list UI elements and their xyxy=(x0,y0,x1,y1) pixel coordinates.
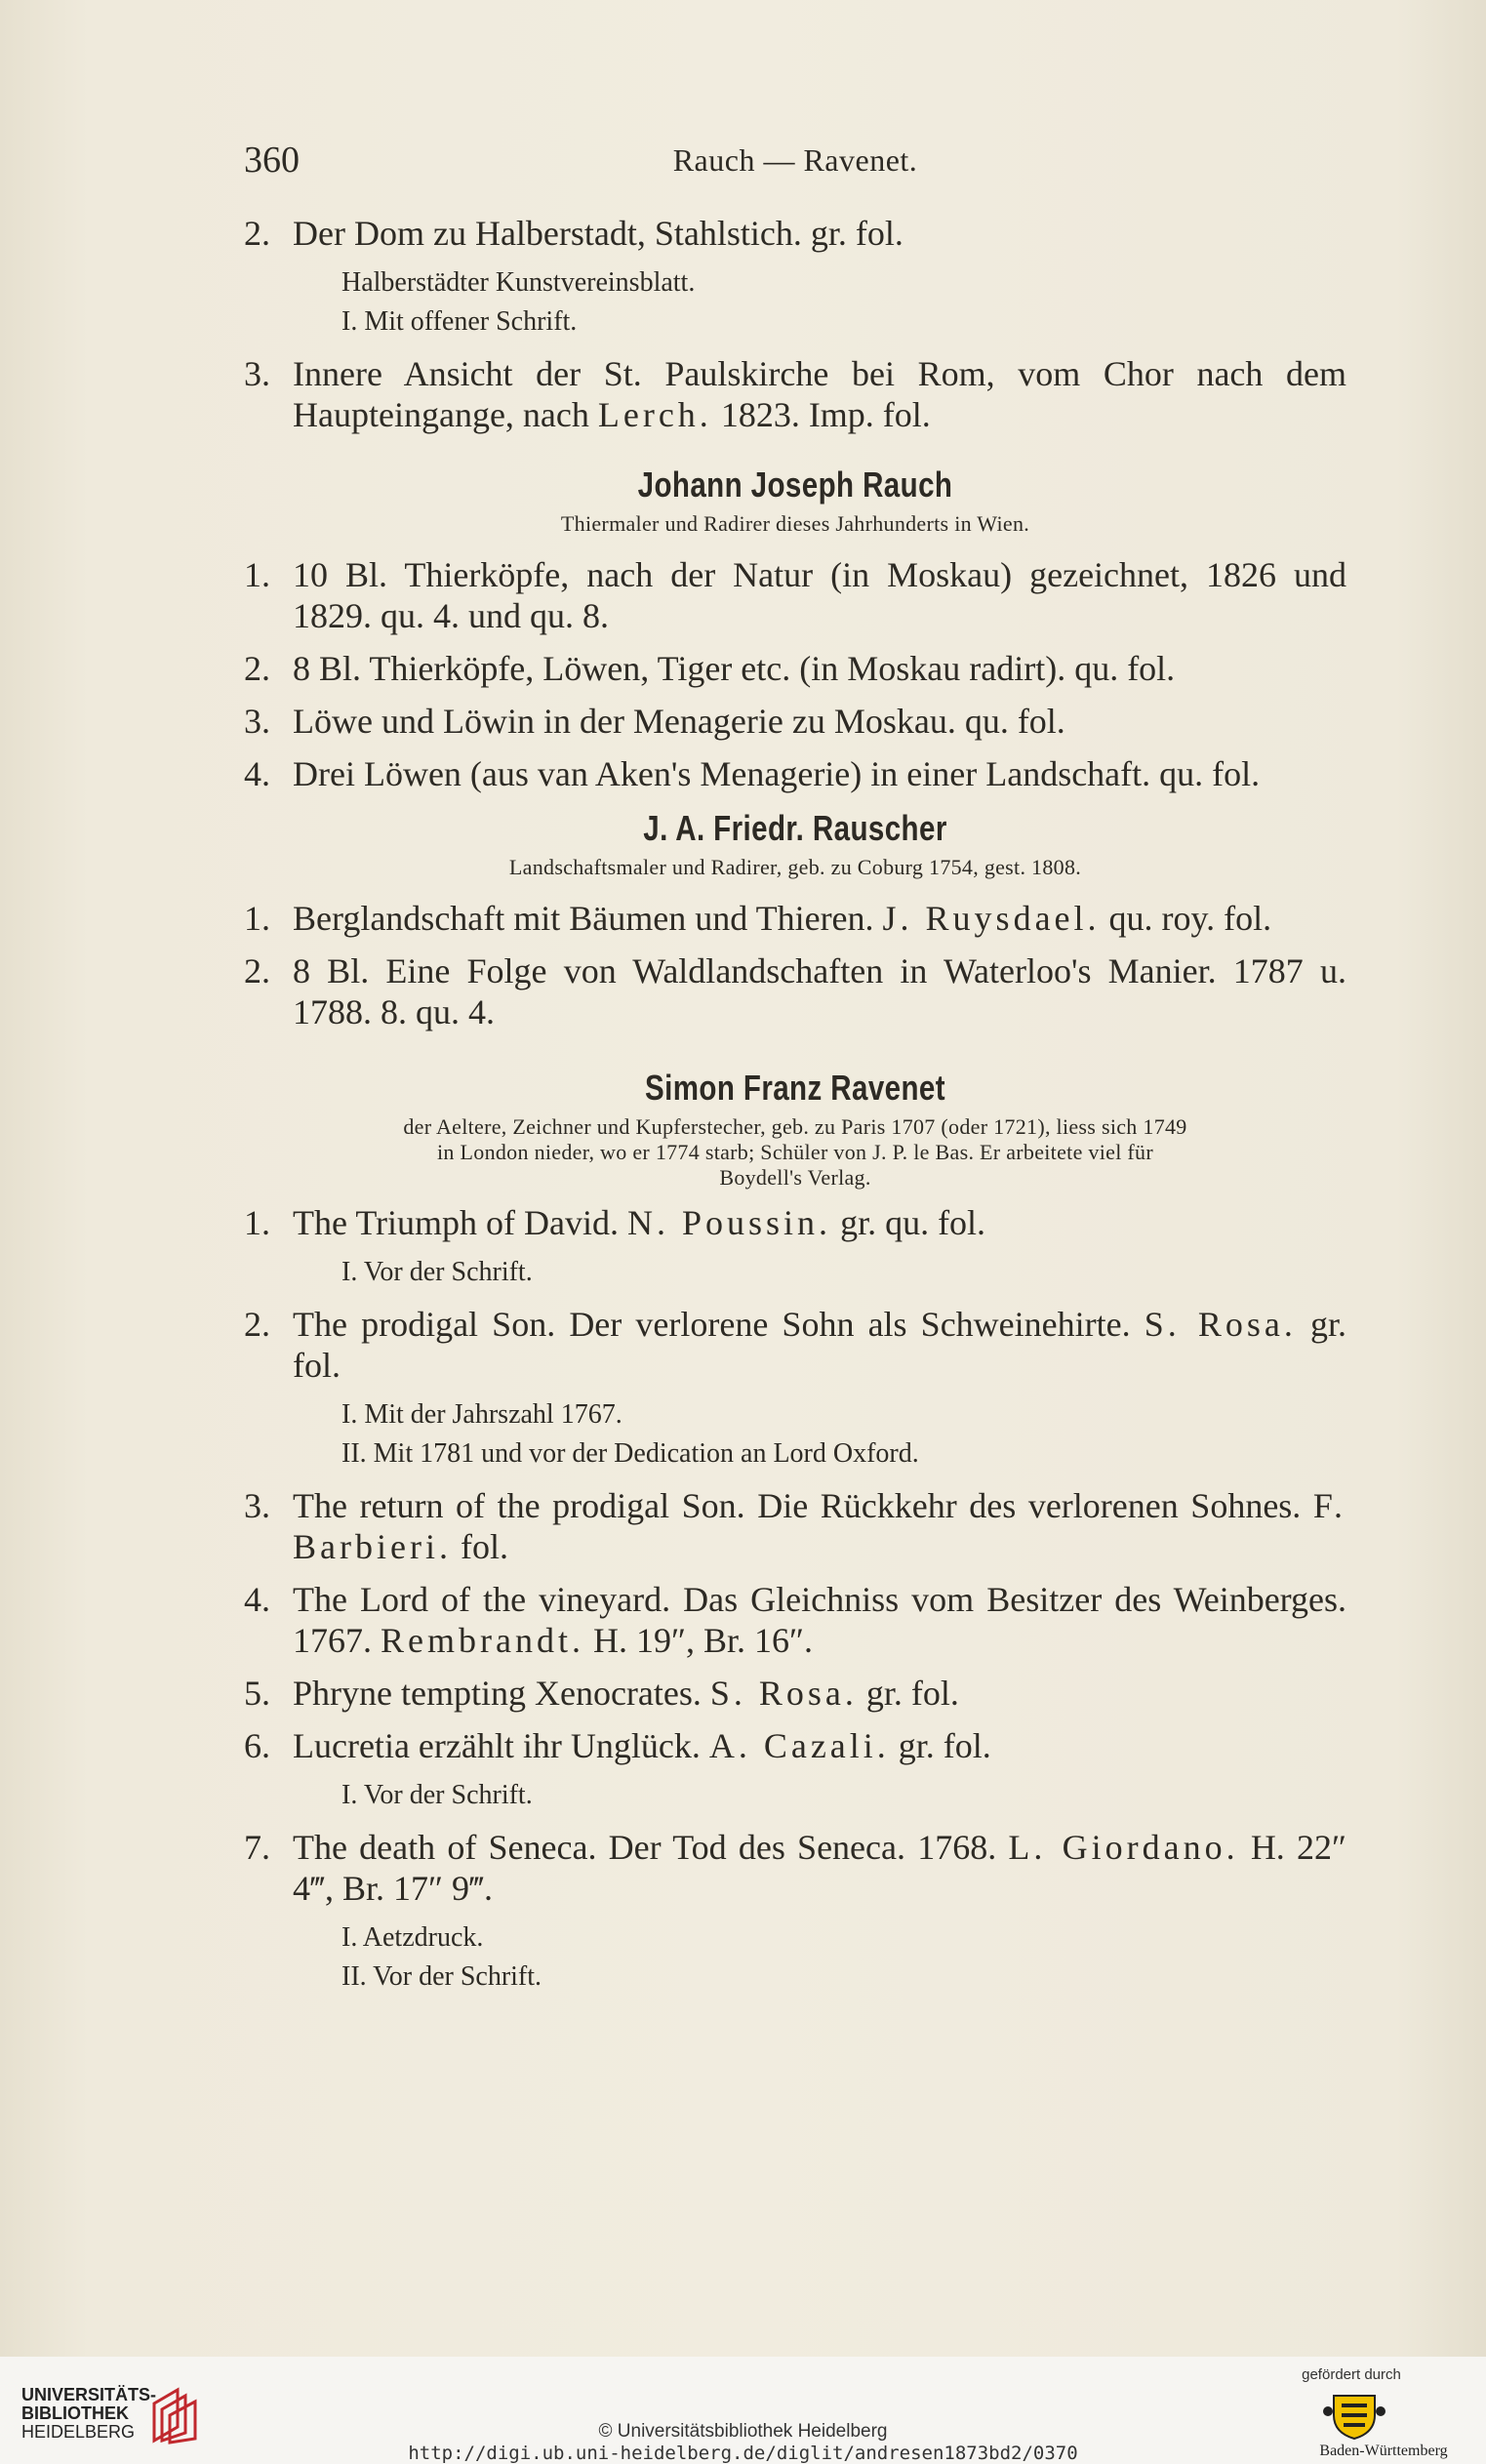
entry-number: 4. xyxy=(244,1580,270,1619)
entry xyxy=(244,1725,1346,1766)
entry-format: qu. roy. fol. xyxy=(1108,899,1272,938)
entry-number: 2. xyxy=(244,951,270,990)
entry-number: 3. xyxy=(244,354,270,393)
entry xyxy=(244,1827,1346,1909)
entry-format: gr. fol. xyxy=(293,1305,1347,1385)
artist-heading: Simon Franz Ravenet xyxy=(645,1068,945,1108)
running-title: Rauch — Ravenet. xyxy=(672,142,918,178)
entry-text: The Lord of the vineyard. Das Gleichniss vom Besitzer des Weinberges. 1767. xyxy=(293,1580,1346,1660)
artist-description xyxy=(244,1114,1346,1191)
entry-text: 10 Bl. Thierköpfe, nach der Natur (in Moskau) gezeichnet, 1826 und 1829. qu. 4. und qu. 8. xyxy=(293,555,1346,635)
entry-text: The Triumph of David. xyxy=(293,1203,620,1242)
entry-text: 8 Bl. Thierköpfe, Löwen, Tiger etc. (in Moskau radirt). qu. fol. xyxy=(293,649,1176,688)
artist-description: Thiermaler und Radirer dieses Jahrhunderts in Wien. xyxy=(560,511,1030,536)
state-note: I. Mit der Jahrszahl 1767. xyxy=(341,1399,623,1430)
entry-text: Berglandschaft mit Bäumen und Thieren. xyxy=(293,899,874,938)
entry-text: 8 Bl. Eine Folge von Waldlandschaften in Waterloo's Manier. 1787 u. 1788. 8. qu. 4. xyxy=(293,951,1346,1031)
entry-number: 2. xyxy=(244,1305,270,1344)
entry-text: The prodigal Son. Der verlorene Sohn als Schweinehirte. xyxy=(293,1305,1131,1344)
description-line: Boydell's Verlag. xyxy=(719,1165,871,1190)
entry xyxy=(244,701,1346,742)
copyright-notice: © Universitätsbibliothek Heidelberg xyxy=(598,2421,888,2442)
entry-text: The return of the prodigal Son. Die Rückkehr des verlorenen Sohnes. xyxy=(293,1486,1302,1525)
entry xyxy=(244,1485,1346,1567)
state-note: Halberstädter Kunstvereinsblatt. xyxy=(341,267,696,298)
entry-number: 1. xyxy=(244,899,270,938)
entry-artist: F. Barbieri. xyxy=(293,1486,1347,1566)
entry-text: Drei Löwen (aus van Aken's Menagerie) in einer Landschaft. qu. fol. xyxy=(293,754,1261,793)
library-name-line: UNIVERSITÄTS- xyxy=(21,2385,157,2404)
state-note: II. Vor der Schrift. xyxy=(341,1961,542,1992)
entry-format: gr. qu. fol. xyxy=(840,1203,986,1242)
entry-artist: Rembrandt. xyxy=(381,1621,584,1660)
state-name: Baden-Württemberg xyxy=(1319,2443,1448,2459)
entry-format: H. 19″, Br. 16″. xyxy=(592,1621,813,1660)
entry-number: 3. xyxy=(244,702,270,741)
entry xyxy=(244,1304,1346,1386)
entry-number: 5. xyxy=(244,1674,270,1713)
entry xyxy=(244,950,1346,1032)
entry-format: gr. fol. xyxy=(865,1674,959,1713)
entry-artist: N. Poussin. xyxy=(627,1203,832,1242)
state-note: I. Mit offener Schrift. xyxy=(341,306,578,337)
entry xyxy=(244,554,1346,636)
description-line: in London nieder, wo er 1774 starb; Schüler von J. P. le Bas. Er arbeitete viel für xyxy=(437,1140,1153,1164)
entry-artist: A. Cazali. xyxy=(708,1726,890,1765)
description-line: der Aeltere, Zeichner und Kupferstecher, geb. zu Paris 1707 (oder 1721), liess sich 1749 xyxy=(403,1114,1187,1139)
entry-text: Phryne tempting Xenocrates. xyxy=(293,1674,702,1713)
entry-number: 1. xyxy=(244,1203,270,1242)
artist-description: Landschaftsmaler und Radirer, geb. zu Coburg 1754, gest. 1808. xyxy=(508,855,1082,879)
page-content xyxy=(244,213,1346,1999)
coat-of-arms-icon xyxy=(1320,2390,1388,2441)
state-note: I. Aetzdruck. xyxy=(341,1922,484,1953)
funded-by-label: gefördert durch xyxy=(1302,2366,1401,2383)
running-header xyxy=(0,139,1486,187)
entry xyxy=(244,213,1346,254)
entry-artist: J. Ruysdael. xyxy=(882,899,1101,938)
permalink[interactable]: http://digi.ub.uni-heidelberg.de/diglit/andresen1873bd2/0370 xyxy=(408,2443,1078,2464)
state-note: I. Vor der Schrift. xyxy=(341,1257,533,1287)
entry-text: Innere Ansicht der St. Paulskirche bei Rom, vom Chor nach dem Haupteingange, nach xyxy=(293,354,1346,434)
state-note: II. Mit 1781 und vor der Dedication an Lord Oxford. xyxy=(341,1438,919,1469)
library-name-line: HEIDELBERG xyxy=(21,2422,136,2442)
artist-heading: Johann Joseph Rauch xyxy=(637,465,953,505)
entry xyxy=(244,753,1346,794)
entry-text: Löwe und Löwin in der Menagerie zu Moskau. qu. fol. xyxy=(293,702,1065,741)
state-note: I. Vor der Schrift. xyxy=(341,1780,533,1810)
entry-artist: Lerch. xyxy=(597,395,712,434)
entry-number: 4. xyxy=(244,754,270,793)
library-name-line: BIBLIOTHEK xyxy=(21,2403,129,2423)
entry-artist: S. Rosa. xyxy=(1144,1305,1297,1344)
artist-heading: J. A. Friedr. Rauscher xyxy=(643,808,947,848)
entry-number: 6. xyxy=(244,1726,270,1765)
page-number: 360 xyxy=(244,140,300,181)
entry-format: 1823. Imp. fol. xyxy=(720,395,931,434)
entry-format: fol. xyxy=(460,1527,508,1566)
entry-number: 1. xyxy=(244,555,270,594)
entry-artist: S. Rosa. xyxy=(709,1674,858,1713)
entry-number: 2. xyxy=(244,214,270,253)
digitization-footer xyxy=(0,2357,1486,2464)
entry-text: Lucretia erzählt ihr Unglück. xyxy=(293,1726,701,1765)
entry xyxy=(244,648,1346,689)
entry-text: Der Dom zu Halberstadt, Stahlstich. gr. fol. xyxy=(293,214,904,253)
entry-artist: L. Giordano. xyxy=(1008,1828,1239,1867)
entry-number: 7. xyxy=(244,1828,270,1867)
entry-format: H. 22″ 4‴, Br. 17″ 9‴. xyxy=(293,1828,1347,1908)
entry xyxy=(244,353,1346,435)
entry xyxy=(244,1673,1346,1714)
entry xyxy=(244,1202,1346,1243)
entry-number: 3. xyxy=(244,1486,270,1525)
entry-text: The death of Seneca. Der Tod des Seneca. 1768. xyxy=(293,1828,997,1867)
entry xyxy=(244,1579,1346,1661)
entry-number: 2. xyxy=(244,649,270,688)
entry xyxy=(244,898,1346,939)
entry-format: gr. fol. xyxy=(898,1726,991,1765)
